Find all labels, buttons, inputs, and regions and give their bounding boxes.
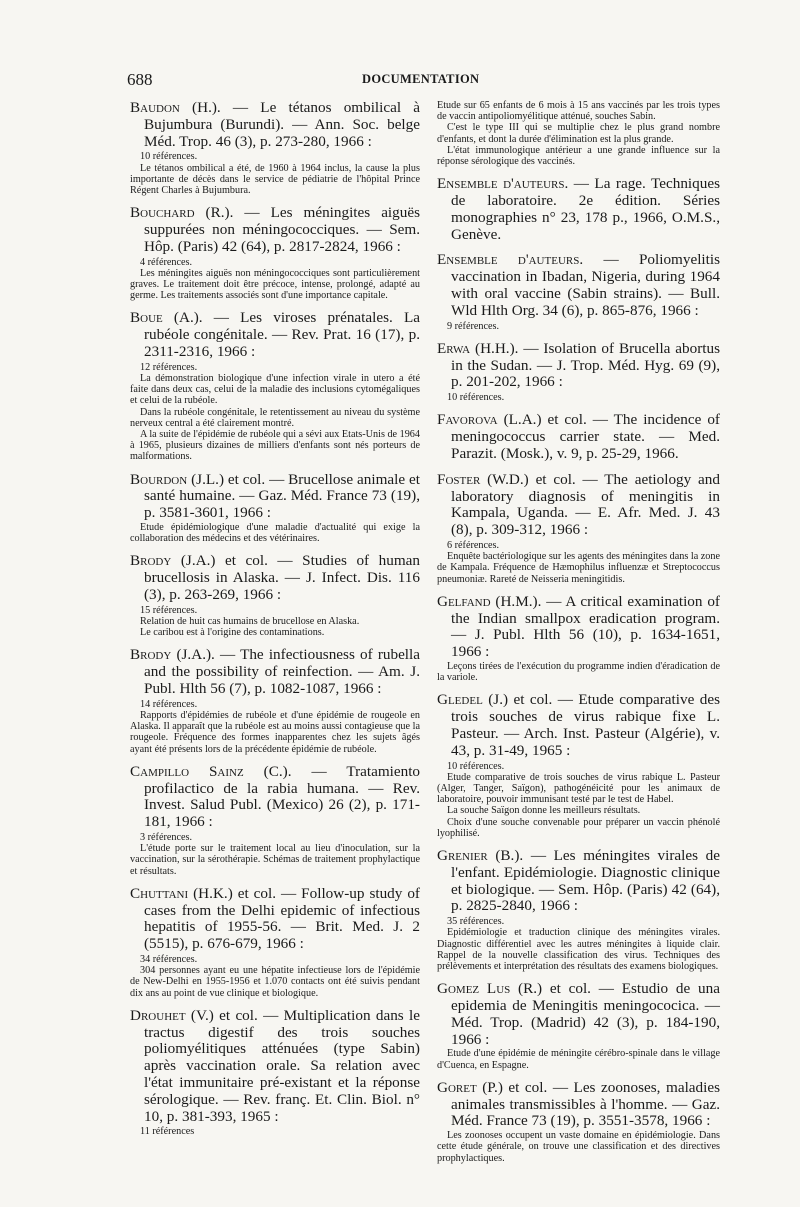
abstract-paragraph: Les zoonoses occupent un vaste domaine en épidémiologie. Dans cette étude générale, on trouve une classification et des directives prophylactiques. bbox=[437, 1130, 720, 1164]
page-number: 688 bbox=[127, 70, 153, 89]
entry-citation-text: (J.) et col. — Etude comparative des trois souches de virus rabique fixe L. Pasteur. — Arch. Inst. Pasteur (Algérie), v. 43, p. 31-49, 1965 : bbox=[451, 691, 720, 759]
left-column bbox=[130, 100, 420, 1147]
entry-abstract bbox=[130, 965, 420, 999]
entry-reference-count: 6 références. bbox=[447, 539, 500, 551]
entry-citation-text: (A.). — Les viroses prénatales. La rubéole congénitale. — Rev. Prat. 16 (17), p. 2311-2316, 1966 : bbox=[144, 309, 420, 360]
entry-reference-count: 35 références. bbox=[447, 916, 505, 928]
abstract-paragraph: L'étude porte sur le traitement local au lieu d'inoculation, sur la vaccination, sur la sérothérapie. Schémas de traitement prophylactique et résultats. bbox=[130, 843, 420, 877]
entry-citation bbox=[437, 692, 720, 759]
entry-citation-text: (H.K.) et col. — Follow-up study of cases from the Delhi epidemic of infectious hepatitis of 1955-56. — Brit. Med. J. 2 (5515), p. 676-679, 1966 : bbox=[144, 884, 420, 953]
entry-author: Gledel bbox=[437, 691, 483, 709]
entry-abstract bbox=[437, 772, 720, 839]
entry-author: Favorova bbox=[437, 411, 498, 429]
entry-citation-text: (J.L.) et col. — Brucellose animale et santé humaine. — Gaz. Méd. France 73 (19), p. 3581-3601, 1966 : bbox=[144, 470, 420, 522]
abstract-paragraph: La démonstration biologique d'une infection virale in utero a été faite dans deux cas, celui de la maladie des inclusions cytomégaliques et celui de la rubéole. bbox=[130, 373, 420, 407]
entry-citation-text: (J.A.). — The infectiousness of rubella and the possibility of reinfection. — Am. J. Publ. Hlth 56 (7), p. 1082-1087, 1966 : bbox=[144, 646, 420, 698]
entry-author: Foster bbox=[437, 470, 481, 488]
entry-citation bbox=[437, 981, 720, 1048]
entry-author: Goret bbox=[437, 1078, 477, 1096]
entry-citation-text: (H.). — Le tétanos ombilical à Bujumbura (Burundi). — Ann. Soc. belge Méd. Trop. 46 (3), p. 273-280, 1966 : bbox=[144, 99, 420, 150]
entry-author: Chuttani bbox=[130, 884, 189, 902]
abstract-paragraph: C'est le type III qui se multiplie chez le plus grand nombre d'enfants, et dont la durée d'élimination est la plus grande. bbox=[437, 122, 720, 145]
entry-citation bbox=[437, 594, 720, 661]
abstract-paragraph: Etude d'une épidémie de méningite cérébro-spinale dans le village d'Cuenca, en Espagne. bbox=[437, 1048, 720, 1071]
abstract-paragraph: Les méningites aiguës non méningococciques sont particulièrement graves. Le traitement doit être précoce, intense, prolongé, adapté au germe. Les traitements associés sont d'une importance capitale. bbox=[130, 267, 420, 302]
abstract-paragraph: Rapports d'épidémies de rubéole et d'une épidémie de rougeole en Alaska. Il apparaît que la rubéole est au moins aussi contagieuse que la rougeole. Fréquence des formes inapparentes chez les sujets âgés ayant été présents lors de la précédente épidémie de rubéole. bbox=[130, 710, 420, 755]
entry-author: Brody bbox=[130, 646, 172, 664]
entry-reference-count: 10 références. bbox=[140, 151, 198, 163]
entry-reference-count: 11 références bbox=[140, 1126, 195, 1138]
entry-author: Ensemble d'auteurs bbox=[437, 175, 565, 193]
bibliography-entry bbox=[437, 412, 720, 462]
entry-author: Grenier bbox=[437, 846, 488, 864]
entry-author: Bouchard bbox=[130, 204, 195, 222]
entry-reference-count: 12 références. bbox=[140, 361, 198, 373]
entry-citation-text: . — La rage. Techniques de laboratoire. 2e édition. Séries monographies n° 23, 178 p., 1966, O.M.S., Genève. bbox=[451, 175, 720, 243]
entry-reference-count: 14 références. bbox=[140, 698, 198, 710]
entry-reference-count: 10 références. bbox=[447, 392, 505, 404]
abstract-paragraph: La souche Saïgon donne les meilleurs résultats. bbox=[447, 805, 641, 817]
entry-abstract bbox=[437, 1130, 720, 1164]
entry-author: Baudon bbox=[130, 99, 180, 116]
entry-abstract bbox=[130, 163, 420, 197]
entry-citation-text: (H.M.). — A critical examination of the Indian smallpox eradication program. — J. Publ. Hlth 56 (10), p. 1634-1651, 1966 : bbox=[451, 592, 720, 661]
bibliography-entry bbox=[130, 764, 420, 877]
bibliography-entry bbox=[437, 981, 720, 1071]
entry-author: Bourdon bbox=[130, 470, 188, 488]
entry-citation-text: (R.). — Les méningites aiguës suppurées non méningococciques. — Sem. Hôp. (Paris) 42 (64), p. 2817-2824, 1966 : bbox=[144, 204, 420, 255]
entry-author: Erwa bbox=[437, 339, 471, 357]
abstract-paragraph: A la suite de l'épidémie de rubéole qui a sévi aux Etats-Unis de 1964 à 1965, plusieurs dizaines de milliers d'enfants sont nés porteurs de malformations. bbox=[130, 429, 420, 463]
abstract-paragraph: Le caribou est à l'origine des contaminations. bbox=[140, 627, 325, 639]
entry-citation bbox=[130, 100, 420, 150]
entry-citation-text: (H.H.). — Isolation of Brucella abortus in the Sudan. — J. Trop. Méd. Hyg. 69 (9), p. 201-202, 1966 : bbox=[451, 339, 720, 391]
entry-abstract bbox=[130, 522, 420, 544]
entry-author: Gelfand bbox=[437, 592, 491, 610]
abstract-paragraph: L'état immunologique antérieur a une grande influence sur la réponse sérologique des vaccinés. bbox=[437, 144, 720, 168]
bibliography-entry bbox=[437, 1080, 720, 1164]
entry-author: Brody bbox=[130, 552, 172, 570]
entry-abstract bbox=[437, 1048, 720, 1070]
entry-citation bbox=[130, 310, 420, 360]
abstract-paragraph: Choix d'une souche convenable pour préparer un vaccin phénolé lyophilisé. bbox=[437, 816, 720, 839]
entry-abstract bbox=[130, 710, 420, 755]
entry-citation-text: (W.D.) et col. — The aetiology and laboratory diagnosis of meningitis in Kampala, Uganda. — E. Afr. Med. J. 43 (8), p. 309-312, 1966 : bbox=[451, 470, 720, 539]
bibliography-entry bbox=[130, 553, 420, 638]
entry-citation bbox=[130, 764, 420, 831]
entry-citation bbox=[130, 1008, 420, 1126]
entry-citation bbox=[437, 412, 720, 462]
abstract-paragraph: Relation de huit cas humains de brucellose en Alaska. bbox=[140, 616, 360, 628]
entry-reference-count: 9 références. bbox=[447, 320, 500, 332]
bibliography-entry bbox=[130, 1008, 420, 1138]
entry-author: Boue bbox=[130, 309, 163, 327]
entry-author: Drouhet bbox=[130, 1006, 186, 1024]
bibliography-entry bbox=[130, 100, 420, 196]
entry-abstract bbox=[437, 927, 720, 972]
continued-abstract bbox=[437, 100, 720, 167]
entry-author: Campillo Sainz bbox=[130, 762, 244, 780]
abstract-paragraph: 304 personnes ayant eu une hépatite infectieuse lors de l'épidémie de New-Delhi en 1955-1956 et 1.070 contacts ont été suivis pendant dix ans au point de vue clinique et biologique. bbox=[130, 965, 420, 999]
abstract-paragraph: Leçons tirées de l'exécution du programme indien d'éradication de la variole. bbox=[437, 660, 720, 684]
bibliography-entry bbox=[437, 594, 720, 684]
bibliography-entry bbox=[130, 205, 420, 301]
entry-abstract bbox=[130, 616, 420, 638]
entry-citation bbox=[437, 176, 720, 243]
entry-citation bbox=[437, 1080, 720, 1130]
entry-abstract bbox=[130, 268, 420, 302]
entry-citation bbox=[130, 205, 420, 255]
entry-abstract bbox=[130, 373, 420, 463]
running-head: DOCUMENTATION bbox=[362, 72, 480, 86]
entry-citation bbox=[437, 252, 720, 319]
entry-citation bbox=[130, 647, 420, 697]
entry-citation-text: . — Poliomyelitis vaccination in Ibadan, Nigeria, during 1964 with oral vaccine (Sabin strains). — Bull. Wld Hlth Org. 34 (6), p. 865-876, 1966 : bbox=[451, 251, 720, 319]
entry-author: Gomez Lus bbox=[437, 980, 511, 998]
entry-citation-text: (C.). — Tratamiento profilactico de la rabia humana. — Rev. Invest. Salud Publ. (Mexico) 26 (2), p. 171-181, 1966 : bbox=[144, 762, 421, 831]
right-entries bbox=[437, 176, 720, 1164]
bibliography-entry bbox=[437, 472, 720, 585]
entry-citation bbox=[437, 848, 720, 915]
right-column bbox=[437, 100, 720, 1173]
entry-citation-text: (L.A.) et col. — The incidence of meningococcus carrier state. — Med. Parazit. (Mosk.), v. 9, p. 25-29, 1966. bbox=[451, 411, 720, 462]
abstract-paragraph: Etude sur 65 enfants de 6 mois à 15 ans vaccinés par les trois types de vaccin antipoliomyélitique atténué, souches Sabin. bbox=[437, 100, 720, 123]
abstract-paragraph: Dans la rubéole congénitale, le retentissement au niveau du système nerveux central a été clairement montré. bbox=[130, 406, 420, 429]
entry-citation bbox=[130, 886, 420, 953]
entry-reference-count: 10 références. bbox=[447, 760, 505, 772]
bibliography-entry bbox=[437, 341, 720, 404]
entry-citation-text: (B.). — Les méningites virales de l'enfant. Epidémiologie. Diagnostic clinique et biologique. — Sem. Hôp. (Paris) 42 (64), p. 2825-2840, 1966 : bbox=[451, 846, 720, 915]
entry-citation bbox=[437, 341, 720, 391]
bibliography-entry bbox=[437, 252, 720, 331]
entry-citation-text: (P.) et col. — Les zoonoses, maladies animales transmissibles à l'homme. — Gaz. Méd. France 73 (19), p. 3551-3578, 1966 : bbox=[451, 1078, 720, 1130]
bibliography-entry bbox=[130, 472, 420, 545]
entry-reference-count: 15 références. bbox=[140, 604, 198, 616]
entry-reference-count: 34 références. bbox=[140, 954, 198, 966]
abstract-paragraph: Enquête bactériologique sur les agents des méningites dans la zone de Kampala. Fréquence de Hæmophilus influenzæ et Streptococcus pneumoniæ. Rareté de Neisseria meningitidis. bbox=[437, 551, 720, 585]
abstract-paragraph: Le tétanos ombilical a été, de 1960 à 1964 inclus, la cause la plus importante de décès dans le service de pédiatrie de l'hôpital Prince Régent Charles à Bujumbura. bbox=[130, 162, 420, 196]
bibliography-entry bbox=[437, 692, 720, 839]
bibliography-entry bbox=[130, 310, 420, 462]
abstract-paragraph: Etude comparative de trois souches de virus rabique L. Pasteur (Alger, Tanger, Saïgon), pathogénéicité pour les animaux de laboratoire, pouvoir immunisant testé par le test de Habel. bbox=[437, 771, 720, 806]
bibliography-entry bbox=[130, 647, 420, 754]
abstract-paragraph: Etude épidémiologique d'une maladie d'actualité qui exige la collaboration des médecins et des vétérinaires. bbox=[130, 522, 420, 545]
entry-abstract bbox=[437, 551, 720, 585]
entry-reference-count: 4 références. bbox=[140, 256, 193, 268]
entry-citation bbox=[130, 553, 420, 603]
entry-citation-text: (V.) et col. — Multiplication dans le tractus digestif des trois souches poliomyélitiques atténuées (type Sabin) après vaccination orale. Sa relation avec l'état immunitaire pré-existant et la réponse sérologique. — Rev. franç. Et. Clin. Biol. n° 10, p. 381-393, 1965 : bbox=[144, 1006, 420, 1125]
bibliography-entry bbox=[437, 176, 720, 243]
bibliography-entry bbox=[437, 848, 720, 972]
entry-citation bbox=[437, 472, 720, 539]
entry-reference-count: 3 références. bbox=[140, 832, 193, 844]
entry-abstract bbox=[130, 843, 420, 877]
entry-author: Ensemble d'auteurs bbox=[437, 251, 580, 269]
entry-citation-text: (R.) et col. — Estudio de una epidemia de Meningitis meningococica. — Méd. Trop. (Madrid) 42 (3), p. 184-190, 1966 : bbox=[451, 980, 720, 1048]
bibliography-entry bbox=[130, 886, 420, 999]
entry-abstract bbox=[437, 661, 720, 683]
entry-citation bbox=[130, 472, 420, 522]
abstract-paragraph: Epidémiologie et traduction clinique des méningites virales. Diagnostic différentiel avec les autres méningites à liquide clair. Rappel de la nouvelle classification des virus. Techniques des prélèvements et interprétation des résultats des examens biologiques. bbox=[437, 927, 720, 972]
entry-citation-text: (J.A.) et col. — Studies of human brucellosis in Alaska. — J. Infect. Dis. 116 (3), p. 263-269, 1966 : bbox=[144, 552, 420, 604]
